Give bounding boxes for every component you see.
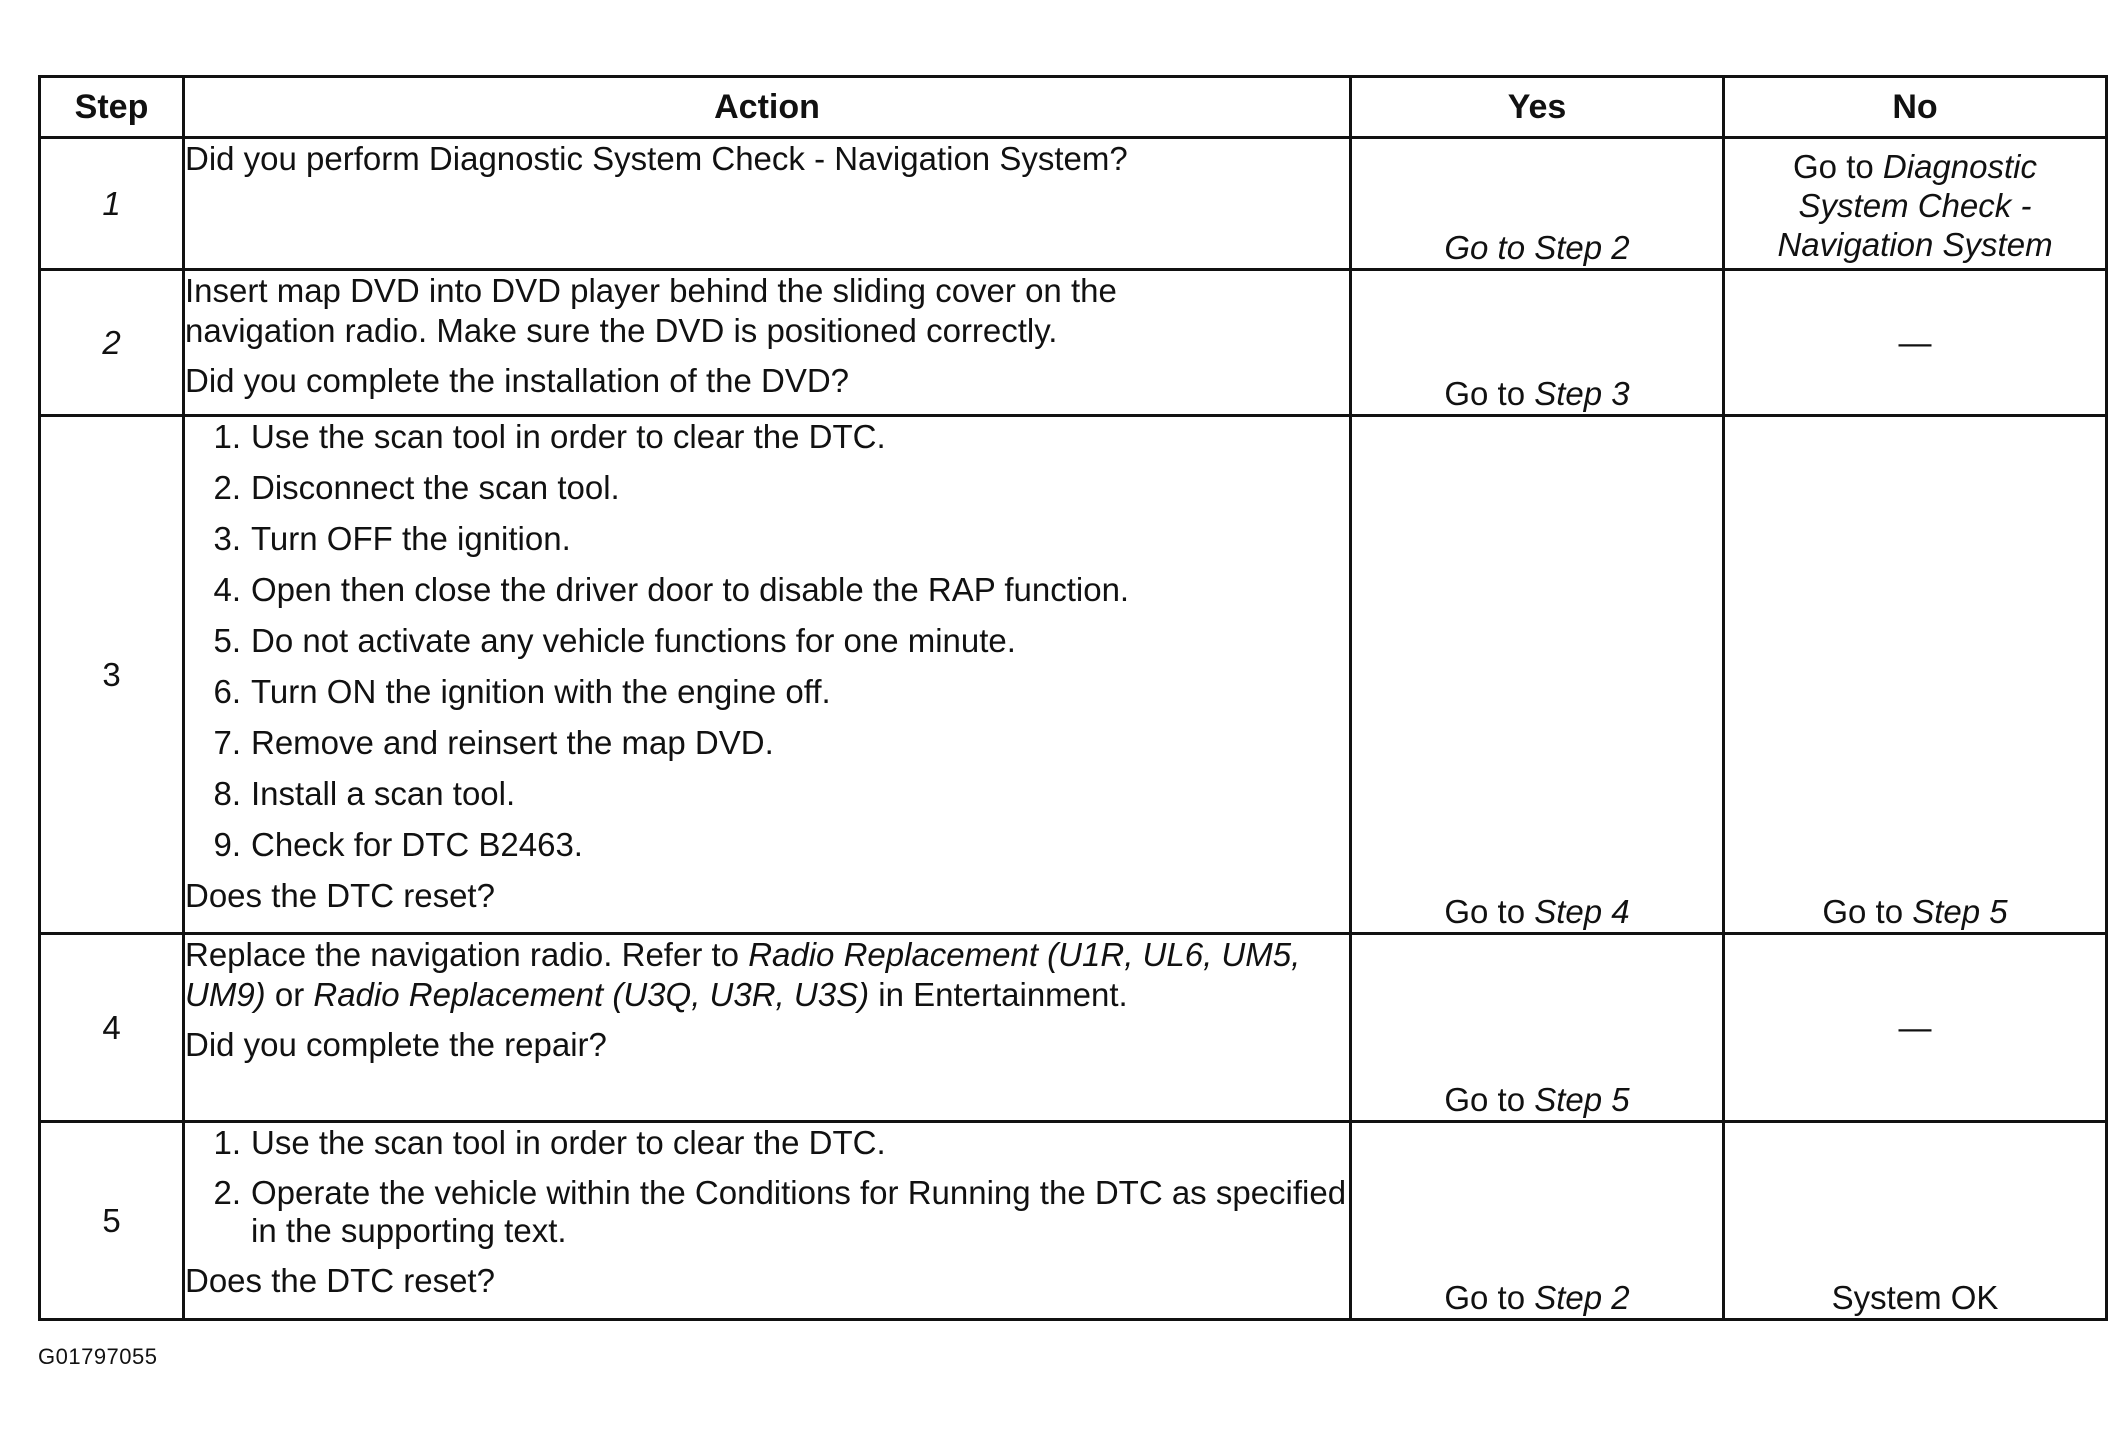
diagnostic-table <box>38 75 2108 1321</box>
yes-step-link[interactable]: Step 4 <box>1534 893 1630 930</box>
list-item-number: 5. <box>213 622 241 659</box>
list-item <box>185 621 1349 661</box>
list-item <box>185 468 1349 508</box>
header-row <box>40 77 2107 138</box>
list-item-number: 1. <box>213 418 241 455</box>
no-cell <box>1724 416 2107 934</box>
action-text: or <box>265 976 314 1013</box>
yes-prefix: Go to <box>1444 1081 1535 1118</box>
action-line: navigation radio. Make sure the DVD is positioned correctly. <box>185 312 1058 349</box>
step-number: 2 <box>40 270 184 416</box>
list-item-text: Disconnect the scan tool. <box>251 469 620 506</box>
action-cell <box>184 416 1351 934</box>
header-no: No <box>1724 77 2107 138</box>
list-item-number: 3. <box>213 520 241 557</box>
yes-prefix: Go to <box>1444 229 1535 266</box>
list-item-text: Do not activate any vehicle functions for one minute. <box>251 622 1016 659</box>
yes-cell <box>1351 1122 1724 1320</box>
list-item <box>185 1123 1349 1163</box>
no-dash: — <box>1898 323 1932 361</box>
list-item <box>185 417 1349 457</box>
yes-prefix: Go to <box>1444 375 1535 412</box>
table-row <box>40 270 2107 416</box>
yes-step-link[interactable]: Step 3 <box>1534 375 1630 412</box>
no-link-navigation-system[interactable]: Navigation System <box>1777 226 2053 263</box>
yes-step-link[interactable]: Step 2 <box>1534 229 1630 266</box>
action-cell <box>184 138 1351 270</box>
header-action: Action <box>184 77 1351 138</box>
list-item <box>185 723 1349 763</box>
action-text: Did you perform Diagnostic System Check - Navigation System? <box>185 140 1128 177</box>
list-item <box>185 672 1349 712</box>
yes-prefix: Go to <box>1444 893 1535 930</box>
list-item-number: 2. <box>213 469 241 506</box>
no-prefix: Go to <box>1793 148 1883 185</box>
no-cell <box>1724 270 2107 416</box>
list-item-number: 4. <box>213 571 241 608</box>
procedure-list <box>185 1123 1349 1250</box>
diagnostic-table-container <box>38 75 2105 1321</box>
yes-cell <box>1351 934 1724 1122</box>
reference-link[interactable]: Radio Replacement (U1R, UL6, UM5, UM9) <box>185 936 1301 1013</box>
list-item <box>185 825 1349 865</box>
table-row <box>40 416 2107 934</box>
action-cell <box>184 934 1351 1122</box>
list-item-text: Install a scan tool. <box>251 775 516 812</box>
no-link-system-check[interactable]: System Check - <box>1798 187 2032 224</box>
yes-step-link[interactable]: Step 2 <box>1534 1279 1630 1316</box>
reference-link[interactable]: Radio Replacement (U3Q, U3R, U3S) <box>313 976 870 1013</box>
no-link-diagnostic[interactable]: Diagnostic <box>1882 148 2037 185</box>
list-item-text: Turn OFF the ignition. <box>251 520 571 557</box>
list-item <box>185 774 1349 814</box>
list-item-number: 2. <box>213 1174 241 1211</box>
list-item-number: 8. <box>213 775 241 812</box>
action-text: Replace the navigation radio. Refer to <box>185 936 749 973</box>
action-cell <box>184 270 1351 416</box>
list-item-text: Operate the vehicle within the Conditions for Running the DTC as specified in the supporting text. <box>251 1174 1347 1249</box>
action-text: in Entertainment. <box>869 976 1128 1013</box>
action-cell <box>184 1122 1351 1320</box>
no-dash: — <box>1898 1008 1932 1046</box>
no-result: System OK <box>1831 1279 1999 1316</box>
list-item-text: Use the scan tool in order to clear the DTC. <box>251 418 886 455</box>
yes-cell <box>1351 270 1724 416</box>
action-question: Did you complete the installation of the DVD? <box>185 362 850 399</box>
no-cell <box>1724 138 2107 270</box>
list-item-number: 9. <box>213 826 241 863</box>
action-question: Does the DTC reset? <box>185 877 495 914</box>
header-step: Step <box>40 77 184 138</box>
step-number: 1 <box>40 138 184 270</box>
table-row <box>40 138 2107 270</box>
step-number: 3 <box>40 416 184 934</box>
list-item <box>185 1174 1349 1250</box>
action-question: Did you complete the repair? <box>185 1026 607 1063</box>
list-item <box>185 570 1349 610</box>
list-item-number: 6. <box>213 673 241 710</box>
list-item-text: Use the scan tool in order to clear the DTC. <box>251 1124 886 1161</box>
table-row <box>40 1122 2107 1320</box>
yes-prefix: Go to <box>1444 1279 1535 1316</box>
step-number: 5 <box>40 1122 184 1320</box>
list-item <box>185 519 1349 559</box>
yes-cell <box>1351 416 1724 934</box>
list-item-text: Open then close the driver door to disable the RAP function. <box>251 571 1130 608</box>
list-item-text: Check for DTC B2463. <box>251 826 583 863</box>
list-item-number: 1. <box>213 1124 241 1161</box>
no-step-link[interactable]: Step 5 <box>1912 893 2008 930</box>
header-yes: Yes <box>1351 77 1724 138</box>
figure-id: G01797055 <box>38 1344 158 1369</box>
no-cell <box>1724 934 2107 1122</box>
list-item-text: Turn ON the ignition with the engine off. <box>251 673 831 710</box>
no-cell <box>1724 1122 2107 1320</box>
action-paragraph <box>185 935 1349 1015</box>
yes-cell <box>1351 138 1724 270</box>
yes-step-link[interactable]: Step 5 <box>1534 1081 1630 1118</box>
table-row <box>40 934 2107 1122</box>
no-prefix: Go to <box>1822 893 1913 930</box>
action-question: Does the DTC reset? <box>185 1262 495 1299</box>
list-item-number: 7. <box>213 724 241 761</box>
list-item-text: Remove and reinsert the map DVD. <box>251 724 774 761</box>
step-number: 4 <box>40 934 184 1122</box>
action-line: Insert map DVD into DVD player behind the sliding cover on the <box>185 272 1117 309</box>
procedure-list <box>185 417 1349 865</box>
